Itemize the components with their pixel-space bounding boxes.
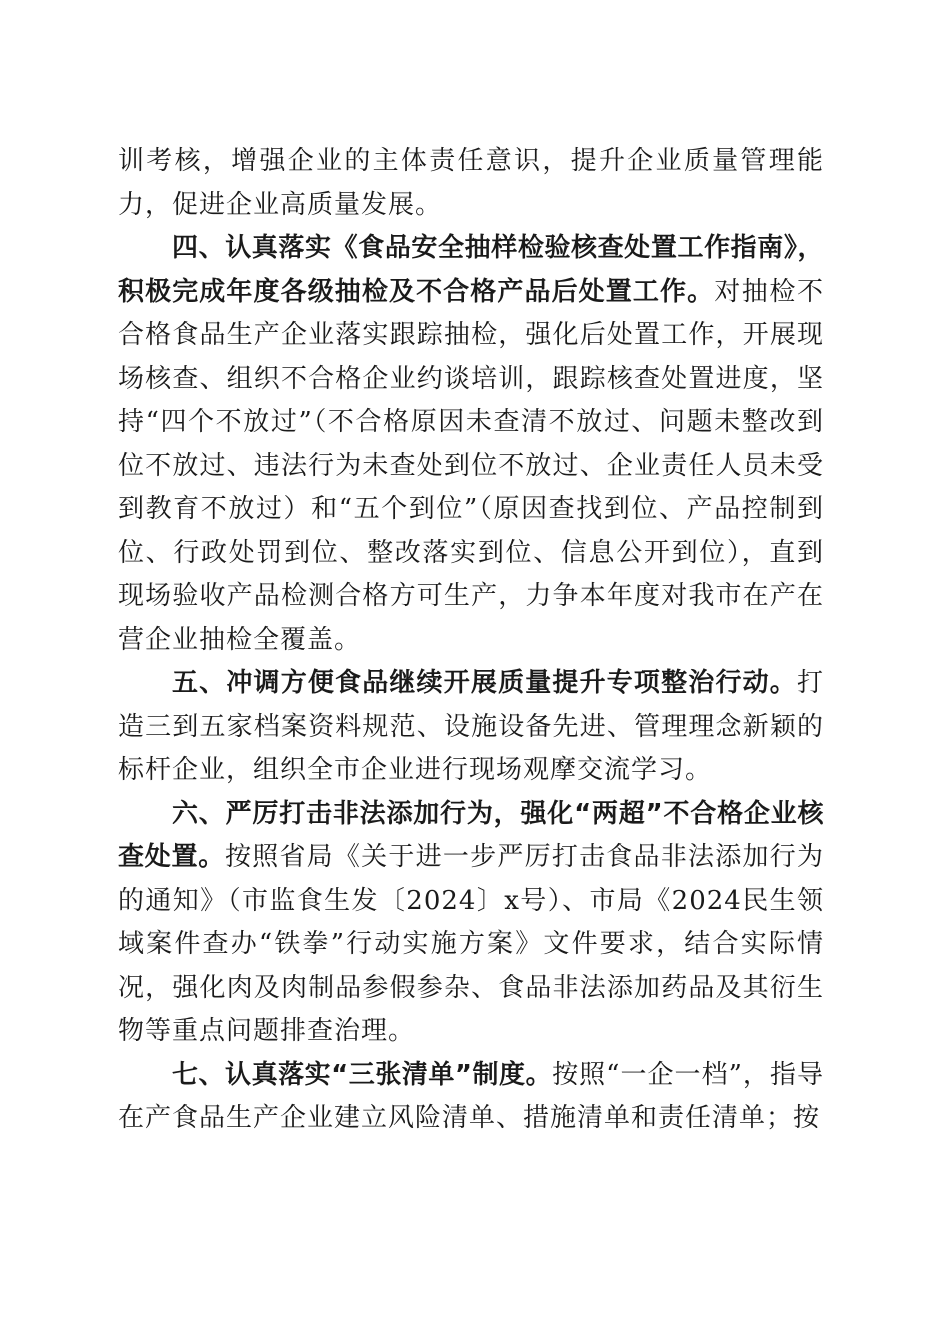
paragraph-section-7 <box>118 1054 824 1141</box>
section-heading-7: 七、认真落实“三张清单”制度。 <box>172 1059 553 1090</box>
paragraph-body: 打造三到五家档案资料规范、设施设备先进、管理理念新颖的标杆企业，组织全市企业进行现场观摩交流学习。 <box>118 668 824 785</box>
paragraph-body: 按照省局《关于进一步严厉打击食品非法添加行为的通知》（市监食生发〔2024〕x号）、市局《2024民生领域案件查办“铁拳”行动实施方案》文件要求，结合实际情况，强化肉及肉制品参假参杂、食品非法添加药品及其衍生物等重点问题排查治理。 <box>118 842 824 1046</box>
paragraph-continuation <box>118 140 824 227</box>
paragraph-section-4 <box>118 227 824 662</box>
paragraph-section-5 <box>118 662 824 793</box>
paragraph-body: 对抽检不合格食品生产企业落实跟踪抽检，强化后处置工作，开展现场核查、组织不合格企业约谈培训，跟踪核查处置进度，坚持“四个不放过”（不合格原因未查清不放过、问题未整改到位不放过、违法行为未查处到位不放过、企业责任人员未受到教育不放过）和“五个到位”（原因查找到位、产品控制到位、行政处罚到位、整改落实到位、信息公开到位），直到现场验收产品检测合格方可生产，力争本年度对我市在产在营企业抽检全覆盖。 <box>118 276 824 655</box>
section-heading-6: 六、严厉打击非法添加行为，强化“两超”不合格企业核查处置。 <box>118 798 824 872</box>
paragraph-body: 按照“一企一档”，指导在产食品生产企业建立风险清单、措施清单和责任清单；按 <box>118 1059 824 1133</box>
paragraph-section-6 <box>118 793 824 1054</box>
section-heading-4: 四、认真落实《食品安全抽样检验核查处置工作指南》，积极完成年度各级抽检及不合格产品后处置工作。 <box>118 233 824 307</box>
document-page <box>118 140 824 1141</box>
paragraph-body: 训考核，增强企业的主体责任意识，提升企业质量管理能力，促进企业高质量发展。 <box>118 146 824 220</box>
section-heading-5: 五、冲调方便食品继续开展质量提升专项整治行动。 <box>172 668 797 698</box>
